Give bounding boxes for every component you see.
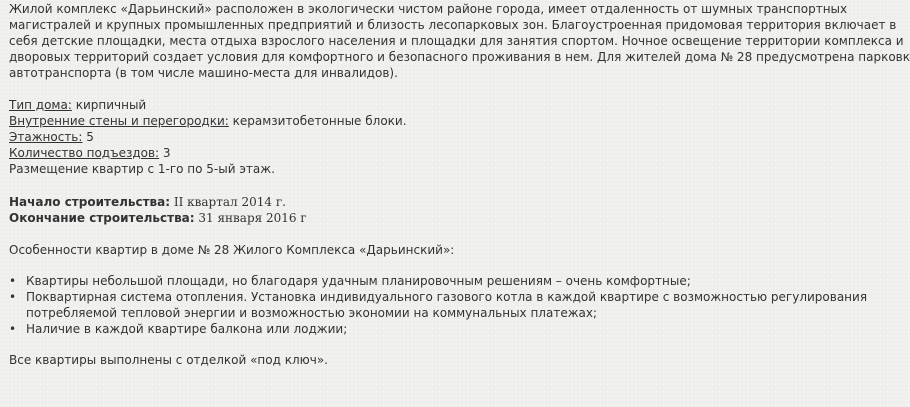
bullet-icon: •	[9, 322, 17, 336]
construction-end-label: Окончание строительства:	[9, 211, 195, 225]
document-body	[9, 1, 910, 368]
bullet-icon: •	[9, 290, 17, 304]
spec-walls	[9, 113, 809, 129]
finish-note: Все квартиры выполнены с отделкой «под ключ».	[9, 353, 328, 367]
spec-house-type	[9, 97, 809, 113]
spec-floors-label: Этажность:	[9, 130, 83, 144]
intro-line: себя детские площадки, места отдыха взрослого населения и площадки для занятия спортом. Ночное освещение территории комплекса и	[9, 34, 904, 48]
list-item-text: Квартиры небольшой площади, но благодаря удачным планировочным решениям – очень комфортные;	[26, 274, 691, 288]
spec-house-type-label: Тип дома:	[9, 98, 72, 112]
intro-line: дворовых территорий создает условия для комфортного и безопасного проживания в нем. Для жителей дома № 28 предусмотрена парковк	[9, 50, 910, 64]
list-item	[9, 289, 868, 321]
intro-paragraph	[9, 1, 910, 81]
intro-line: магистралей и крупных промышленных предприятий и близость лесопарковых зон. Благоустроенная придомовая территория включает в	[9, 18, 897, 32]
features-list	[9, 273, 868, 337]
construction-start	[9, 194, 809, 210]
spec-floors	[9, 129, 809, 145]
features-heading: Особенности квартир в доме № 28 Жилого Комплекса «Дарьинский»:	[9, 243, 455, 257]
spec-house-type-value: кирпичный	[71, 98, 147, 112]
list-item-text: потребляемой тепловой энергии и возможностью экономии на коммунальных платежах;	[26, 306, 598, 320]
construction-start-label: Начало строительства:	[9, 195, 171, 209]
spec-floors-value: 5	[82, 130, 94, 144]
construction-end	[9, 210, 809, 226]
list-item-text: Поквартирная система отопления. Установка индивидуального газового котла в каждой квартире с возможностью регулирования	[26, 290, 868, 304]
intro-line: Жилой комплекс «Дарьинский» расположен в экологически чистом районе города, имеет отдаленность от шумных транспортных	[9, 2, 848, 16]
spec-entrances-label: Количество подъездов:	[9, 146, 160, 160]
spec-walls-label: Внутренние стены и перегородки:	[9, 114, 229, 128]
spec-walls-value: керамзитобетонные блоки.	[228, 114, 407, 128]
list-item-text: Наличие в каждой квартире балкона или лоджии;	[26, 322, 348, 336]
spec-entrances-value: 3	[159, 146, 171, 160]
list-item	[9, 321, 809, 337]
spec-placement: Размещение квартир с 1-го по 5-ый этаж.	[9, 162, 275, 176]
bullet-icon: •	[9, 274, 17, 288]
construction-end-value: 31 января 2016 г	[194, 211, 307, 225]
list-item	[9, 273, 809, 289]
spec-entrances	[9, 145, 809, 161]
construction-dates	[9, 194, 809, 226]
building-specs	[9, 97, 809, 177]
intro-line: автотранспорта (в том числе машино-места для инвалидов).	[9, 66, 398, 80]
construction-start-value: II квартал 2014 г.	[170, 195, 286, 209]
